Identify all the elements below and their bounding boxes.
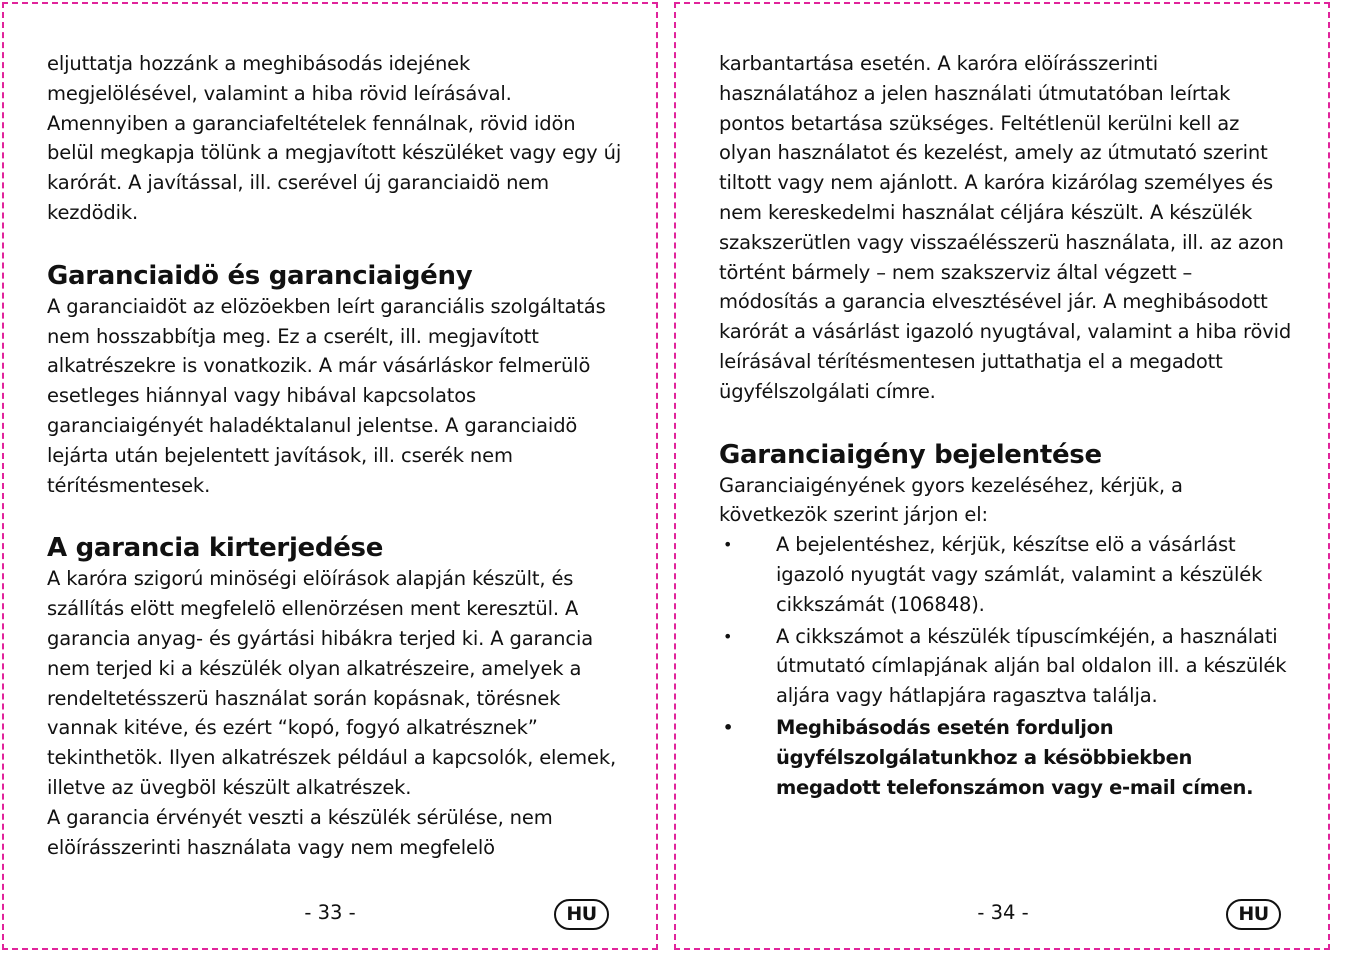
list-item (719, 622, 1297, 711)
warranty-period-heading: Garanciaidö és garanciaigény (47, 260, 473, 291)
list-item-text: A bejelentéshez, kérjük, készítse elö a vásárlást igazoló nyugtát vagy számlát, valamint a készülék cikkszámát (106848). (776, 533, 1263, 616)
bullet-icon: • (723, 626, 733, 646)
warranty-scope-paragraph: A karóra szigorú minöségi elöírások alapján készült, és szállítás elött megfelelö ellenörzésen ment keresztül. A garancia anyag- és gyártási hibákra terjed ki. A garancia nem terjed ki a készülék olyan alkatrészeire, amelyek a rendeltetésszerü használat során kopásnak, törésnek vannak kitéve, és ezért “kopó, fogyó alkatrésznek” tekinthetök. Ilyen alkatrészek például a kapcsolók, elemek, illetve az üvegböl készült alkatrészek. (47, 567, 617, 799)
list-item (719, 713, 1297, 802)
warranty-period-paragraph: A garanciaidöt az elözöekben leírt garanciális szolgáltatás nem hosszabbítja meg. Ez a cserélt, ill. megjavított alkatrészekre is vonatkozik. A már vásárláskor felmerülö esetleges hiánnyal vagy hibával kapcsolatos garanciaigényét haladéktalanul jelentse. A garanciaidö lejárta után bejelentett javítások, ill. cserék nem térítésmentesek. (47, 294, 606, 497)
left-page (2, 2, 658, 950)
bullet-icon: • (723, 535, 733, 555)
warranty-claim-paragraph: Garanciaigényének gyors kezeléséhez, kérjük, a következök szerint járjon el: (719, 473, 1183, 527)
right-page (674, 2, 1330, 950)
bullet-icon: • (723, 717, 733, 737)
warranty-claim-heading: Garanciaigény bejelentése (719, 439, 1102, 470)
language-badge: HU (554, 899, 609, 930)
list-item-text: Meghibásodás esetén forduljon ügyfélszolgálatunkhoz a késöbbiekben megadott telefonszámon vagy e-mail címen. (776, 715, 1254, 799)
warranty-scope-heading: A garancia kirterjedése (47, 533, 384, 564)
list-item-text: A cikkszámot a készülék típuscímkéjén, a használati útmutató címlapjának alján bal oldalon ill. a készülék aljára vagy hátlapjára ragasztva találja. (776, 624, 1287, 708)
warranty-void-paragraph: A garancia érvényét veszti a készülék sérülése, nem elöírásszerinti használata vagy nem megfelelö (47, 805, 553, 859)
left-intro-paragraph: eljuttatja hozzánk a meghibásodás idejének megjelölésével, valamint a hiba rövid leírásával. Amennyiben a garanciafeltételek fennálnak, rövid idön belül megkapja tölünk a megjavított készüléket vagy egy új karórát. A javítással, ill. cserével új garanciaidö nem kezdödik. (47, 52, 622, 224)
list-item (719, 530, 1297, 619)
right-intro-paragraph: karbantartása esetén. A karóra elöírásszerinti használatához a jelen használati útmutatóban leírtak pontos betartása szükséges. Feltétlenül kerülni kell az olyan használatot és kezelést, amely az útmutató szerint tiltott vagy nem ajánlott. A karóra kizárólag személyes és nem kereskedelmi használat céljára készült. A készülék szakszerütlen vagy visszaélésszerü használata, ill. az azon történt bármely – nem szakszerviz által végzett – módosítás a garancia elvesztésével jár. A meghibásodott karórát a vásárlást igazoló nyugtával, valamint a hiba rövid leírásával térítésmentesen juttathatja el a megadott ügyfélszolgálati címre. (719, 52, 1292, 403)
left-page-content (47, 49, 625, 862)
right-page-content (719, 49, 1297, 804)
warranty-claim-list (719, 530, 1297, 802)
language-badge: HU (1226, 899, 1281, 930)
page-number: - 34 - (977, 901, 1029, 924)
page-number: - 33 - (304, 901, 356, 924)
